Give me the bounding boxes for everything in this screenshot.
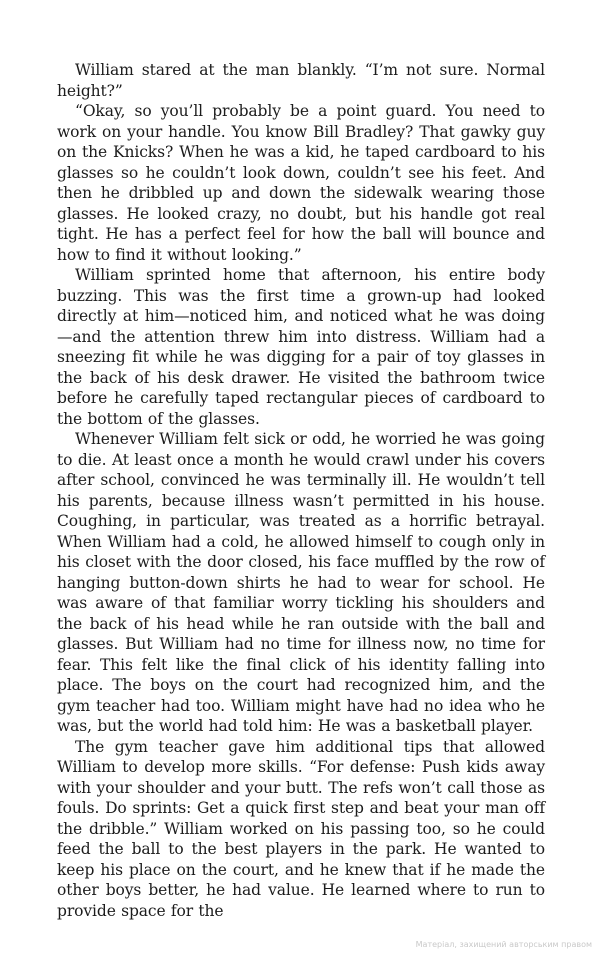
paragraph-2: “Okay, so you’ll probably be a point guard. You need to work on your handle. You know Bill Bradley? That gawky guy on the Knicks? When he was a kid, he taped cardboard to his glasses so he couldn’t look down, couldn’t see his feet. And then he dribbled up and down the sidewalk wearing those glasses. He looked crazy, no doubt, but his handle got real tight. He has a perfect feel for how the ball will bounce and how to find it without looking.” [57,102,545,264]
book-page [57,60,545,921]
paragraph-5: The gym teacher gave him additional tips that allowed William to develop more skills. “For defense: Push kids away with your shoulder and your butt. The refs won’t call those as fouls. Do sprints: Get a quick first step and beat your man off the dribble.” William worked on his passing too, so he could feed the ball to the best players in the park. He wanted to keep his place on the court, and he knew that if he made the other boys better, he had value. He learned where to run to provide space for the [57,737,545,920]
paragraph-4: Whenever William felt sick or odd, he worried he was going to die. At least once a month he would crawl under his covers after school, convinced he was terminally ill. He wouldn’t tell his parents, because illness wasn’t permitted in his house. Coughing, in particular, was treated as a horrific betrayal. When William had a cold, he allowed himself to cough only in his closet with the door closed, his face muffled by the row of hanging button-down shirts he had to wear for school. He was aware of that familiar worry tickling his shoulders and the back of his head while he ran outside with the ball and glasses. But William had no time for illness now, no time for fear. This felt like the final click of his identity falling into place. The boys on the court had recognized him, and the gym teacher had too. William might have had no idea who he was, but the world had told him: He was a basketball player. [57,430,545,735]
paragraph-1: William stared at the man blankly. “I’m not sure. Normal height?” [57,61,545,100]
paragraph-3: William sprinted home that afternoon, his entire body buzzing. This was the first time a grown-up had looked directly at him—noticed him, and noticed what he was doing—and the attention threw him into distress. William had a sneezing fit while he was digging for a pair of toy glasses in the back of his desk drawer. He visited the bathroom twice before he carefully taped rectangular pieces of cardboard to the bottom of the glasses. [57,266,545,428]
copyright-watermark: Матеріал, захищений авторським правом [415,940,592,949]
